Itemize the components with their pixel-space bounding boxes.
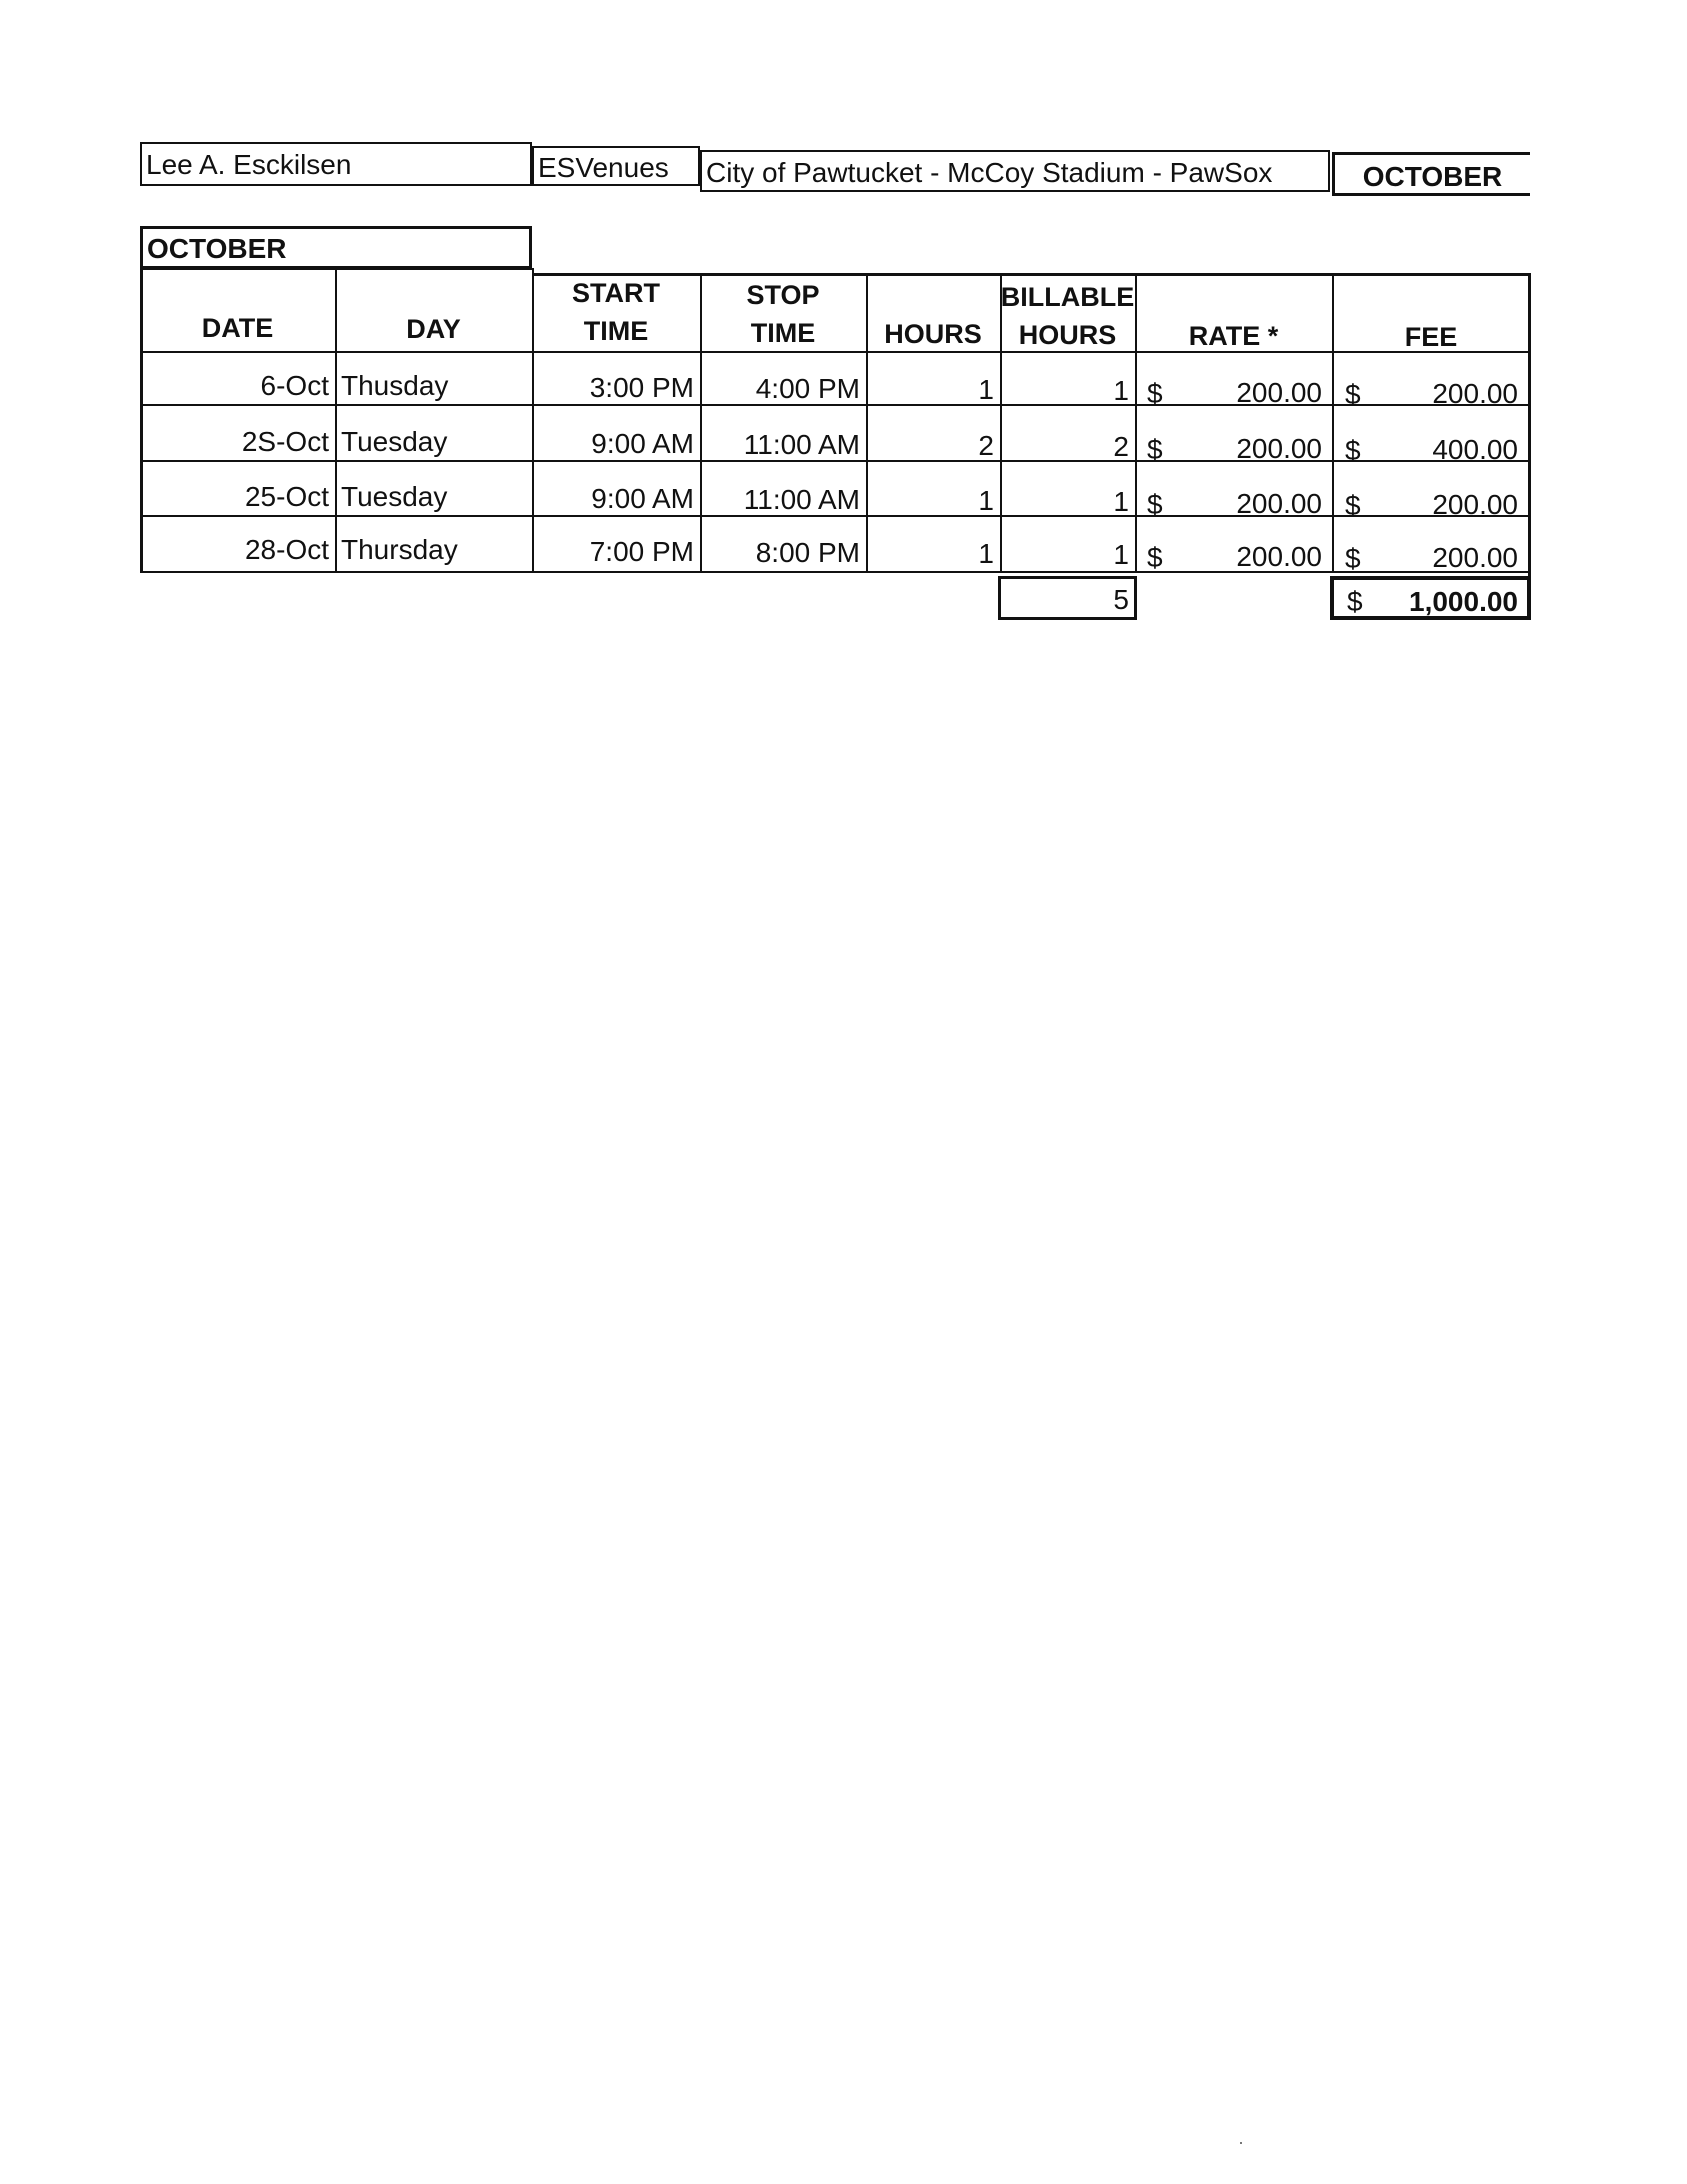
col-start-line1: START [572, 278, 660, 308]
col-start-line2: TIME [583, 316, 649, 346]
row-stop: 8:00 PM [755, 537, 860, 568]
row-hours: 1 [978, 485, 994, 516]
row-day: Thursday [341, 534, 458, 565]
col-stop-line1: STOP [746, 280, 820, 310]
row-fee-symbol: $ [1345, 490, 1361, 521]
month-cell [1332, 152, 1530, 196]
month-label: OCTOBER [1362, 161, 1503, 192]
employee-name: Lee A. Esckilsen [146, 149, 352, 180]
scan-speck [1240, 2142, 1242, 2144]
row-fee-symbol: $ [1345, 435, 1361, 466]
row-rate: 200.00 [1236, 488, 1322, 519]
section-title-cell [140, 226, 532, 269]
row-day: Tuesday [341, 426, 448, 457]
row-rate-symbol: $ [1147, 542, 1163, 573]
col-billable-line2: HOURS [1018, 320, 1117, 350]
row-hours: 1 [978, 538, 994, 569]
row-start: 9:00 AM [591, 483, 694, 514]
col-billable-line1: BILLABLE [1000, 282, 1135, 312]
company-cell [532, 146, 700, 186]
row-fee-symbol: $ [1345, 379, 1361, 410]
row-day: Thusday [341, 370, 449, 401]
total-fee: 1,000.00 [1409, 586, 1518, 617]
row-start: 9:00 AM [591, 428, 694, 459]
row-start: 3:00 PM [589, 372, 694, 403]
row-rate-symbol: $ [1147, 378, 1163, 409]
row-rate: 200.00 [1236, 433, 1322, 464]
row-date: 25-Oct [244, 481, 329, 512]
employee-name-cell [140, 142, 532, 186]
row-fee: 400.00 [1432, 434, 1518, 465]
row-date: 2S-Oct [241, 426, 329, 457]
row-fee: 200.00 [1432, 542, 1518, 573]
col-hours: HOURS [884, 319, 982, 349]
row-billable: 1 [1113, 375, 1129, 406]
total-billable-cell [998, 576, 1137, 620]
total-billable: 5 [1113, 584, 1129, 615]
row-fee: 200.00 [1432, 489, 1518, 520]
row-rate: 200.00 [1236, 541, 1322, 572]
client-cell [700, 150, 1330, 192]
row-fee: 200.00 [1432, 378, 1518, 409]
row-day: Tuesday [341, 481, 448, 512]
row-stop: 4:00 PM [755, 373, 860, 404]
row-date: 6-Oct [260, 370, 329, 401]
row-hours: 2 [978, 430, 994, 461]
row-rate: 200.00 [1236, 377, 1322, 408]
row-rate-symbol: $ [1147, 434, 1163, 465]
row-date: 28-Oct [244, 534, 329, 565]
row-hours: 1 [978, 374, 994, 405]
col-date: DATE [201, 313, 274, 343]
col-day: DAY [406, 314, 461, 344]
total-fee-cell [1330, 576, 1531, 620]
section-title: OCTOBER [147, 233, 287, 264]
row-stop: 11:00 AM [743, 429, 860, 460]
row-billable: 2 [1113, 431, 1129, 462]
row-rate-symbol: $ [1147, 489, 1163, 520]
row-start: 7:00 PM [589, 536, 694, 567]
col-fee: FEE [1404, 322, 1458, 352]
total-fee-symbol: $ [1347, 586, 1363, 617]
col-stop-line2: TIME [750, 318, 816, 348]
row-fee-symbol: $ [1345, 543, 1361, 574]
row-billable: 1 [1113, 539, 1129, 570]
company-name: ESVenues [538, 152, 669, 183]
row-billable: 1 [1113, 486, 1129, 517]
col-rate: RATE * [1188, 321, 1279, 351]
client-name: City of Pawtucket - McCoy Stadium - PawSox [706, 157, 1273, 188]
row-stop: 11:00 AM [743, 484, 860, 515]
